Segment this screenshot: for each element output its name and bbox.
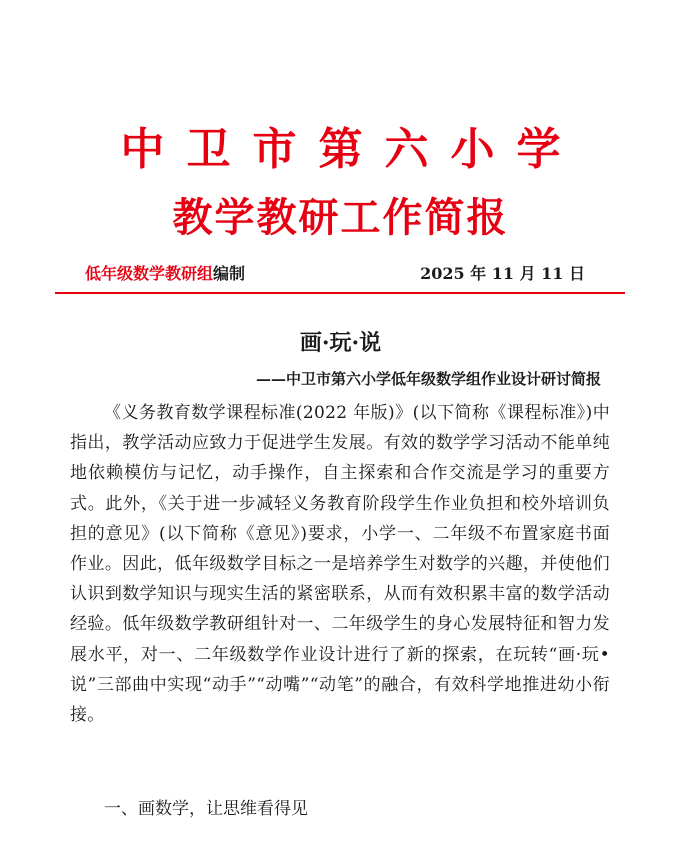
issue-date: 2025 年 11 月 11 日 — [420, 264, 585, 283]
article-body-paragraph: 《义务教育数学课程标准(2022 年版)》(以下简称《课程标准》)中指出，教学活动应致力于促进学生发展。有效的数学学习活动不能单纯地依赖模仿与记忆，动手操作，自主探索和合作交流是学习的重要方式。此外，《关于进一步减轻义务教育阶段学生作业负担和校外培训负担的意见》(以下简称《意见》)要求，小学一、二年级不布置家庭书面作业。因此，低年级数学目标之一是培养学生对数学的兴趣，并使他们认识到数学知识与现实生活的紧密联系，从而有效积累丰富的数学活动经验。低年级数学教研组针对一、二年级学生的身心发展特征和智力发展水平，对一、二年级数学作业设计进行了新的探索，在玩转“画·玩•说”三部曲中实现“动手”“动嘴”“动笔”的融合，有效科学地推进幼小衔接。 — [70, 403, 610, 726]
section-heading: 一、画数学，让思维看得见 — [104, 799, 308, 819]
masthead-school-name: 中卫市第六小学 — [120, 124, 583, 175]
masthead-newsletter-title: 教学教研工作简报 — [172, 194, 509, 241]
masthead-info-row — [85, 260, 585, 288]
masthead-divider — [55, 292, 625, 294]
article-subtitle: ——中卫市第六小学低年级数学组作业设计研讨简报 — [255, 370, 601, 388]
editor-group: 低年级数学教研组 — [85, 264, 214, 283]
editor-suffix: 编制 — [213, 264, 246, 283]
article-title: 画·玩·说 — [299, 330, 382, 356]
